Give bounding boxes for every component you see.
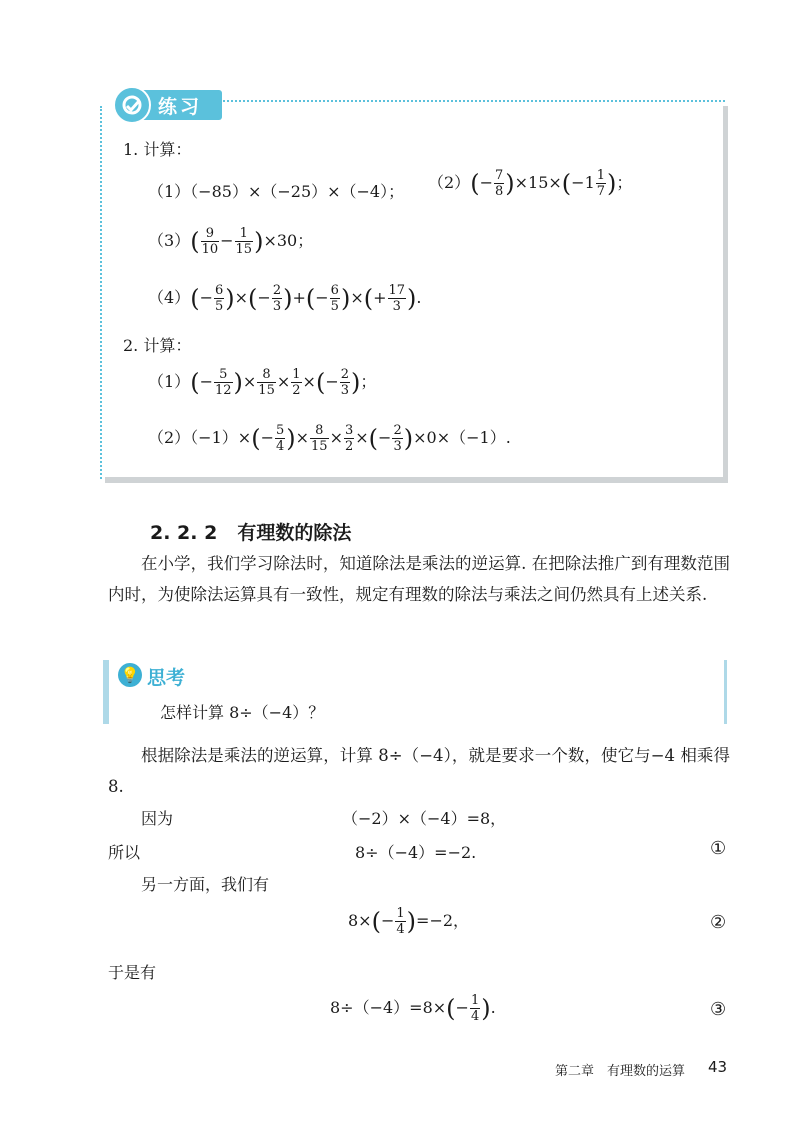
q2-item-2: （2）（−1）×(− $\frac{5}{4}$ )× $\frac{8}{15}$ × $\frac{3}{2}$ ×(− $\frac{2}{3}$ )×0×（−1）. [148, 423, 511, 454]
q1-item-3: （3）( $\frac{9}{10}$ − $\frac{1}{15}$ )×30； [148, 226, 314, 257]
q2-item-1: （1）(− $\frac{5}{12}$ )× $\frac{8}{15}$ × $\frac{1}{2}$ ×(− $\frac{2}{3}$ )； [148, 367, 377, 398]
exercise-pencil-icon [113, 86, 151, 124]
exercise-top-border [215, 100, 725, 102]
q1-item-1: （1）（−85）×（−25）×（−4）； [148, 182, 405, 201]
page-number: 43 [708, 1058, 728, 1076]
footer-chapter: 第二章 有理数的运算 [555, 1064, 686, 1079]
body-paragraph: 根据除法是乘法的逆运算，计算 8÷（−4），就是要求一个数，使它与−4 相乘得 8. [108, 746, 730, 796]
think-left-bar [103, 660, 109, 724]
equation-mark-3: ③ [710, 999, 727, 1020]
q1-label: 1. 计算： [123, 140, 192, 159]
lightbulb-icon: 💡 [118, 663, 142, 687]
section-intro: 在小学，我们学习除法时，知道除法是乘法的逆运算. 在把除法推广到有理数范围内时，为使除法运算具有一致性，规定有理数的除法与乘法之间仍然具有上述关系. [108, 554, 730, 604]
equation-mark-1: ① [710, 838, 727, 859]
equation-3: 8÷（−4）=8×(− $\frac{1}{4}$ ). [330, 993, 496, 1024]
think-question: 怎样计算 8÷（−4）？ [160, 703, 325, 722]
because-equation: （−2）×（−4）=8， [342, 809, 507, 828]
equation-2: 8×(− $\frac{1}{4}$ )=−2， [348, 906, 470, 937]
exercise-title: 练习 [158, 96, 203, 118]
equation-mark-2: ② [710, 912, 727, 933]
thus-label: 于是有 [108, 963, 157, 982]
think-right-bar [724, 660, 727, 724]
because-label: 因为 [141, 809, 174, 828]
q1-item-4: （4）(− $\frac{6}{5}$ )×(− $\frac{2}{3}$ )+(− $\frac{6}{5}$ )×(+ $\frac{17}{3}$ ). [148, 283, 422, 314]
q1-item-2: （2）(− $\frac{7}{8}$ )×15×(−1 $\frac{1}{7}$ )； [428, 168, 633, 199]
section-heading: 2. 2. 2 有理数的除法 [150, 522, 352, 544]
so-equation: 8÷（−4）=−2. [355, 843, 477, 862]
think-title: 思考 [147, 667, 186, 689]
q2-label: 2. 计算： [123, 336, 192, 355]
other-label: 另一方面，我们有 [141, 875, 270, 894]
so-label: 所以 [108, 843, 141, 862]
exercise-left-border [100, 106, 102, 479]
